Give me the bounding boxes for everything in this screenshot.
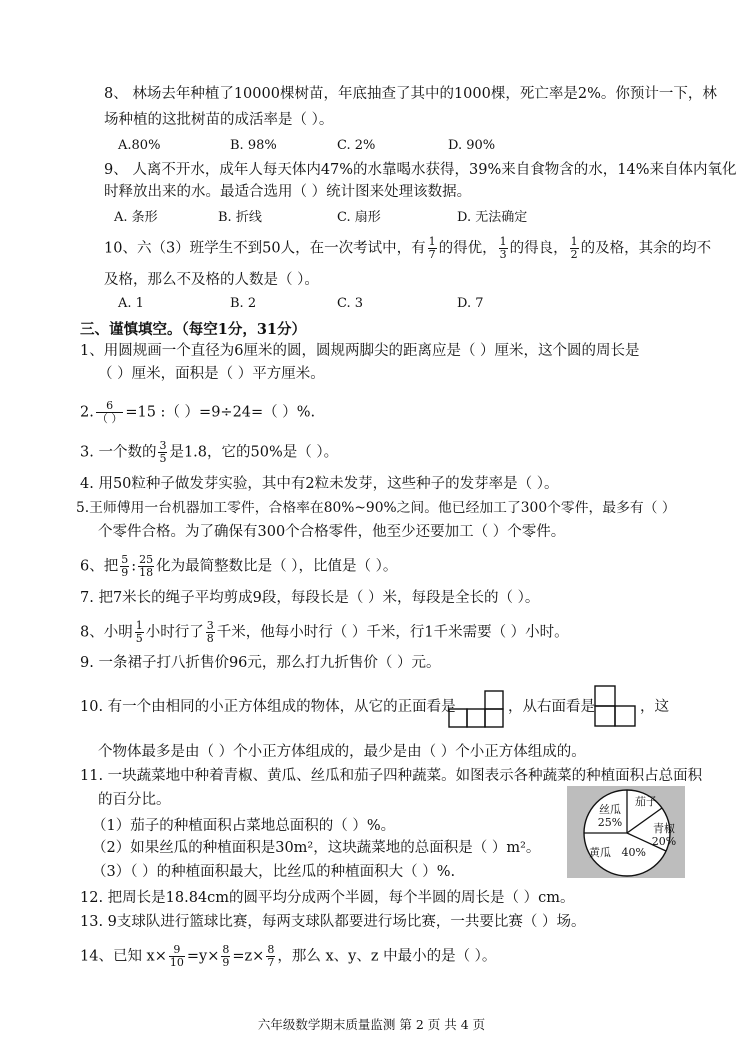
q8-option-d: D. 90% — [448, 138, 496, 153]
f1-line1: 1、用圆规画一个直径为6厘米的圆，圆规两脚尖的距离应是（ ）厘米，这个圆的周长是 — [80, 343, 640, 359]
section-3-title: 三、谨慎填空。（每空1分，31分） — [80, 321, 307, 338]
f12-line: 12. 把周长是18.84cm的圆平均分成两个半圆，每个半圆的周长是（ ）cm。 — [80, 890, 575, 906]
f14-fraction-c: $\frac{8}{7}$ — [267, 943, 275, 969]
f8-rest: 千米，他每小时行（ ）千米，行1千米需要（ ）小时。 — [216, 624, 569, 641]
f14-rest: ，那么 x、y、z 中最小的是（ ）。 — [277, 948, 497, 965]
q9-line2: 时释放出来的水。最适合选用（ ）统计图来处理该数据。 — [104, 184, 472, 200]
f5-line1: 5.王师傅用一台机器加工零件，合格率在80%~90%之间。他已经加工了300个零件，最多有（ ） — [76, 500, 676, 516]
f11-line2: 的百分比。 — [98, 792, 171, 808]
q10-fraction-2: $\frac{1}{3}$ — [499, 235, 507, 261]
f6-fraction-b: $\frac{25}{18}$ — [139, 553, 154, 579]
q10-option-c: C. 3 — [337, 296, 364, 311]
q9-option-d: D. 无法确定 — [457, 210, 528, 225]
f1-line2: （ ）厘米，面积是（ ）平方厘米。 — [98, 366, 325, 382]
f6-sep: : — [131, 558, 137, 575]
f2-line — [80, 400, 315, 425]
q10-option-b: B. 2 — [230, 296, 257, 311]
q8-line1: 8、 林场去年种植了10000棵树苗，年底抽查了其中的1000棵，死亡率是2%。你预计一下，林 — [104, 86, 717, 102]
f3-prefix: 3. 一个数的 — [80, 444, 157, 461]
f6-fraction-a: $\frac{5}{9}$ — [121, 553, 129, 579]
f6-line — [80, 554, 397, 579]
q8-option-a: A.80% — [118, 138, 161, 153]
f11-sub1: （1）茄子的种植面积占菜地总面积的（ ）%。 — [92, 818, 396, 834]
q9-option-c: C. 扇形 — [337, 210, 381, 225]
pie-chart-box — [567, 786, 685, 878]
f9-line: 9. 一条裙子打八折售价96元，那么打九折售价（ ）元。 — [80, 655, 441, 671]
f11-sub3: （3）（ ）的种植面积最大，比丝瓜的种植面积大（ ）%. — [92, 864, 456, 880]
f8-mid: 小时行了 — [145, 624, 204, 641]
f11-sub2: （2）如果丝瓜的种植面积是30m²，这块蔬菜地的总面积是（ ）m²。 — [92, 840, 541, 856]
q8-line2: 场种植的这批树苗的成活率是（ ）。 — [104, 112, 334, 128]
f7-line: 7. 把7米长的绳子平均剪成9段，每段长是（ ）米，每段是全长的（ ）。 — [80, 590, 540, 606]
f14-line — [80, 944, 496, 969]
f14-mid2: =z× — [232, 948, 265, 965]
q10-option-d: D. 7 — [457, 296, 484, 311]
f6-prefix: 6、把 — [80, 558, 119, 575]
f14-mid1: =y× — [186, 948, 220, 965]
q10-option-a: A. 1 — [118, 296, 144, 311]
pie-label-huanggua: 黄瓜 40% — [589, 846, 646, 859]
pie-label-sigua: 丝瓜 25% — [597, 803, 623, 829]
f10-part1: 10. 有一个由相同的小正方体组成的物体，从它的正面看是 — [80, 699, 456, 715]
q9-line1: 9、 人离不开水，成年人每天体内47%的水靠喝水获得，39%来自食物含的水，14%来自体内氧化 — [104, 162, 737, 178]
f2-fraction: $\frac{6}{( )}$ — [96, 399, 123, 425]
q10-mid2: 的得良， — [509, 240, 568, 257]
f14-fraction-a: $\frac{9}{10}$ — [169, 943, 184, 969]
q9-option-a: A. 条形 — [114, 210, 158, 225]
f2-prefix: 2. — [80, 404, 94, 421]
q10-line1 — [104, 236, 711, 261]
q10-mid1: 的得优， — [438, 240, 497, 257]
f5-line2: 个零件合格。为了确保有300个合格零件，他至少还要加工（ ）个零件。 — [98, 524, 566, 540]
q10-line2: 及格，那么不及格的人数是（ ）。 — [104, 272, 319, 288]
q8-option-c: C. 2% — [337, 138, 376, 153]
f6-rest: 化为最简整数比是（ ），比值是（ ）。 — [156, 558, 398, 575]
f4-line: 4. 用50粒种子做发芽实验，其中有2粒未发芽，这些种子的发芽率是（ ）。 — [80, 476, 559, 492]
f8-prefix: 8、小明 — [80, 624, 133, 641]
f14-prefix: 14、已知 x× — [80, 948, 167, 965]
f8-fraction-a: $\frac{1}{5}$ — [135, 619, 143, 645]
f8-line — [80, 620, 569, 645]
pie-label-qiezi: 茄子 — [635, 795, 657, 808]
q10-fraction-1: $\frac{1}{7}$ — [428, 235, 436, 261]
front-view-figure — [448, 688, 504, 728]
right-view-figure — [594, 684, 638, 730]
f8-fraction-b: $\frac{3}{8}$ — [206, 619, 214, 645]
f11-line1: 11. 一块蔬菜地中种着青椒、黄瓜、丝瓜和茄子四种蔬菜。如图表示各种蔬菜的种植面积占总面积 — [80, 768, 703, 784]
f3-rest: 是1.8，它的50%是（ ）。 — [169, 444, 339, 461]
f13-line: 13. 9支球队进行篮球比赛，每两支球队都要进行场比赛，一共要比赛（ ）场。 — [80, 914, 586, 930]
f10-part3: ，这 — [640, 699, 669, 715]
f14-fraction-b: $\frac{8}{9}$ — [222, 943, 230, 969]
f3-line — [80, 440, 338, 465]
f10-part2: ，从右面看是 — [508, 699, 595, 715]
f3-fraction: $\frac{3}{5}$ — [159, 439, 167, 465]
q10-prefix: 10、六（3）班学生不到50人，在一次考试中，有 — [104, 240, 426, 257]
q9-option-b: B. 折线 — [218, 210, 262, 225]
f10-line2: 个物体最多是由（ ）个小正方体组成的，最少是由（ ）个小正方体组成的。 — [98, 744, 586, 760]
q10-suffix: 的及格，其余的均不 — [580, 240, 712, 257]
f2-rest: =15 :（ ）=9÷24=（ ）%. — [125, 404, 316, 421]
q10-fraction-3: $\frac{1}{2}$ — [570, 235, 578, 261]
q8-option-b: B. 98% — [230, 138, 277, 153]
pie-label-qingjiao: 青椒 20% — [651, 822, 677, 848]
page-footer: 六年级数学期末质量监测 第 2 页 共 4 页 — [257, 1017, 486, 1032]
